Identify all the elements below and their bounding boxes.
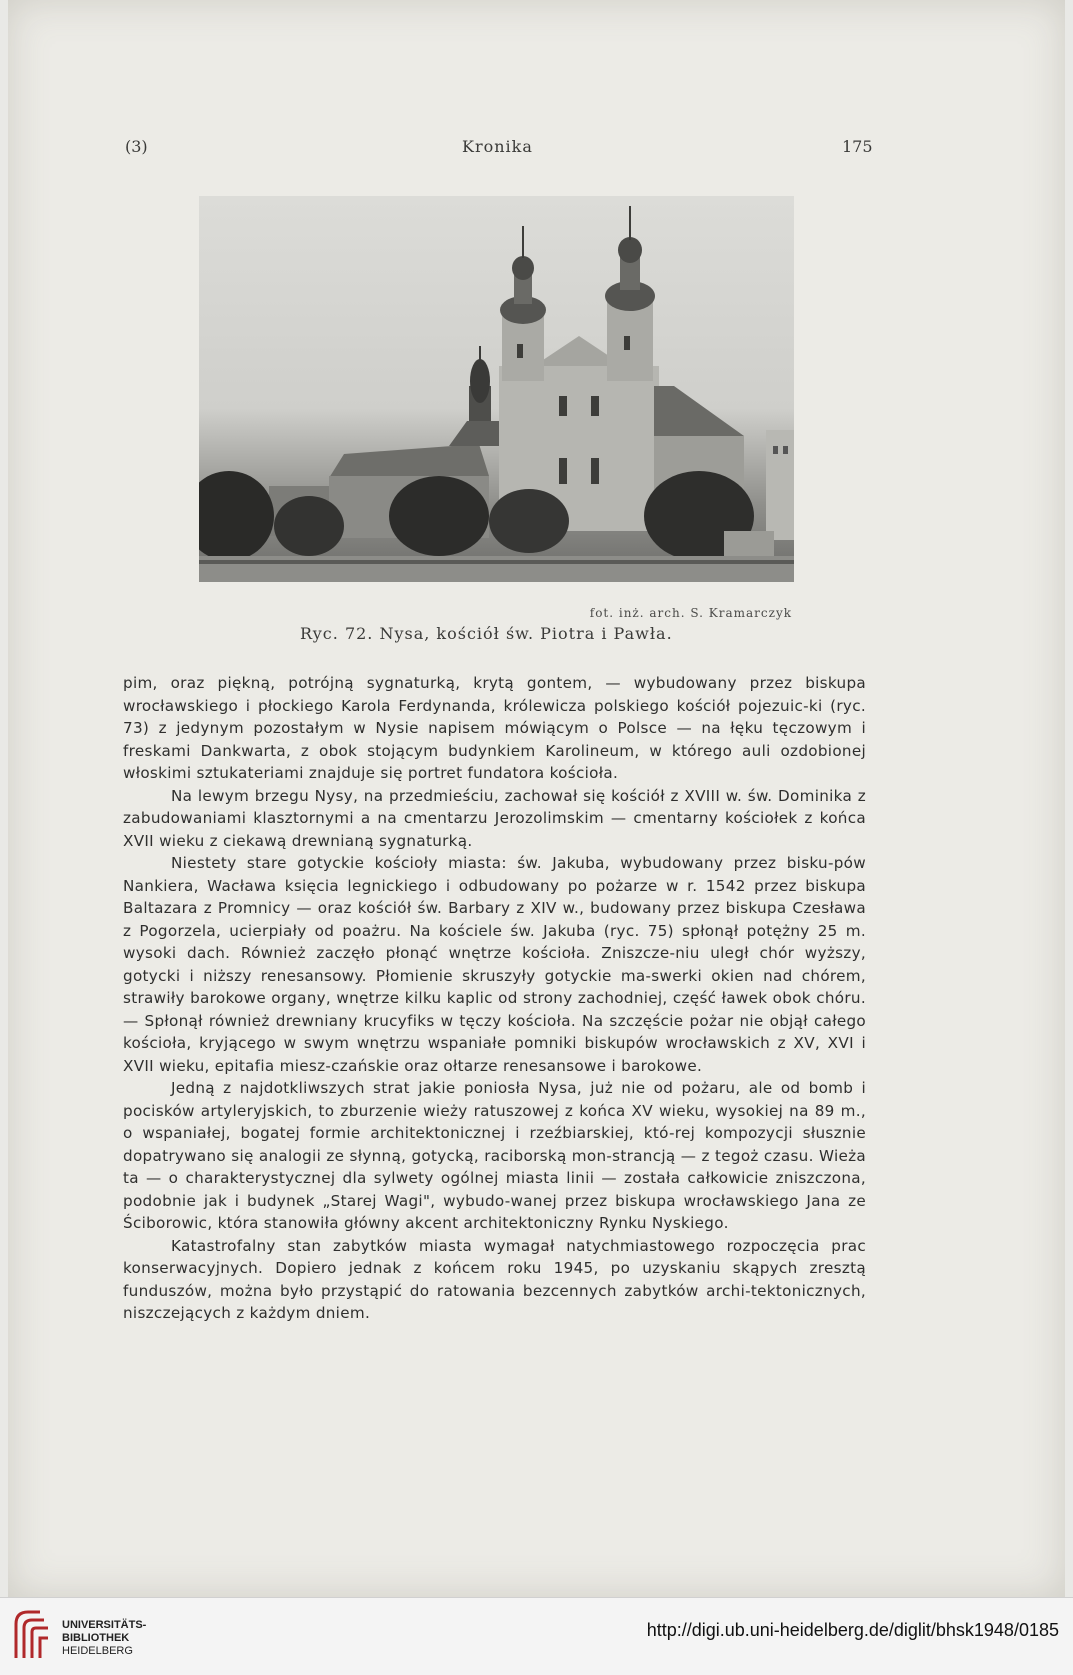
article-body	[123, 672, 866, 1325]
trees-center	[389, 476, 489, 556]
library-logo-icon	[10, 1606, 54, 1664]
nave-roof	[654, 386, 744, 436]
running-title: Kronika	[462, 137, 533, 156]
paragraph: Katastrofalny stan zabytków miasta wymagał natychmiastowego rozpoczęcia prac konserwacyjnych. Dopiero jednak z końcem roku 1945, po uzyskaniu skąpych zresztą funduszów, można było przystąpić do ratowania bezcennych zabytków archi-tektonicznych, niszczejących z każdym dniem.	[123, 1236, 866, 1322]
page-number: 175	[842, 137, 873, 156]
church-photograph	[199, 196, 794, 582]
permalink-url[interactable]: http://digi.ub.uni-heidelberg.de/diglit/bhsk1948/0185	[646, 1620, 1059, 1640]
paragraph: Na lewym brzegu Nysy, na przedmieściu, zachował się kościół z XVIII w. św. Dominika z zabudowaniami klasztornymi a na cmentarzu Jerozolimskim — cmentarny kościołek z końca XVII wieku z ciekawą drewnianą sygnaturką.	[123, 786, 866, 850]
running-head	[0, 137, 1073, 161]
paragraph: Niestety stare gotyckie kościoły miasta: św. Jakuba, wybudowany przez bisku-pów Nankiera, Wacława księcia legnickiego i odbudowany po pożarze w r. 1542 przez biskupa Baltazara z Promnicy — oraz kościół św. Barbary z XIV w., budowany przez biskupa Czesława z Pogorzela, ucierpiały od poażru. Na kościele św. Jakuba (ryc. 75) spłonął potężny 25 m. wysoki dach. Również zaczęło płonąć wnętrze kościoła. Zniszcze-niu uległ chór wyższy, gotycki i niższy renesansowy. Płomienie skruszyły gotyckie ma-swerki okien nad chórem, strawiły barokowe organy, wnętrze kilku kaplic od strony zachodniej, część ławek obok chóru. — Spłonął również drewniany krucyfiks w tęczy kościoła. Na szczęście pożar nie objął całego kościoła, kryjącego w swym wnętrzu wspaniałe pomniki biskupów wrocławskich z XV, XVI i XVII wieku, epitafia miesz-czańskie oraz ołtarze renesansowe i barokowe.	[123, 854, 866, 1075]
photo-credit: fot. inż. arch. S. Kramarczyk	[589, 606, 792, 620]
trees-left	[199, 471, 274, 561]
tenement-house	[766, 430, 794, 540]
church-illustration	[199, 196, 794, 582]
paragraph: Jedną z najdotkliwszych strat jakie poniosła Nysa, już nie od pożaru, ale od bomb i pocisków artyleryjskich, to zburzenie wieży ratuszowej z końca XV wieku, wysokiej na 89 m., o wspaniałej, bogatej formie architektonicznej i rzeźbiarskiej, któ-rej kompozycji słusznie dopatrywano się analogii ze słynną, gotycką, raciborską mon-strancją — z tegoż czasu. Wieża ta — o charakterystycznej dla sylwety ogólnej miasta linii — została całkowicie zniszczona, podobnie jak i budynek „Starej Wagi", wybudo-wanej przez biskupa wrocławskiego Jana ze Ściborowic, która stanowiła główny akcent architektoniczny Rynku Nyskiego.	[123, 1079, 866, 1232]
monastery-roof	[329, 444, 489, 478]
figure-caption: Ryc. 72. Nysa, kościół św. Piotra i Pawła.	[300, 624, 673, 643]
paragraph: pim, oraz piękną, potrójną sygnaturką, krytą gontem, — wybudowany przez biskupa wrocławskiego i płockiego Karola Ferdynanda, królewicza polskiego kościół pojezuic-ki (ryc. 73) z jedynym pozostałym w Nysie napisem mówiącym o Polsce — na łęku tęczowym i freskami Dankwarta, z obok stojącym budynkiem Karolineum, w którego auli ozdobionej włoskimi sztukateriami znajduje się portret fundatora kościoła.	[123, 674, 866, 782]
square-ground	[199, 556, 794, 582]
library-name: UNIVERSITÄTS- BIBLIOTHEK HEIDELBERG	[62, 1619, 147, 1657]
section-number: (3)	[125, 137, 148, 156]
digitization-footer	[0, 1597, 1073, 1675]
